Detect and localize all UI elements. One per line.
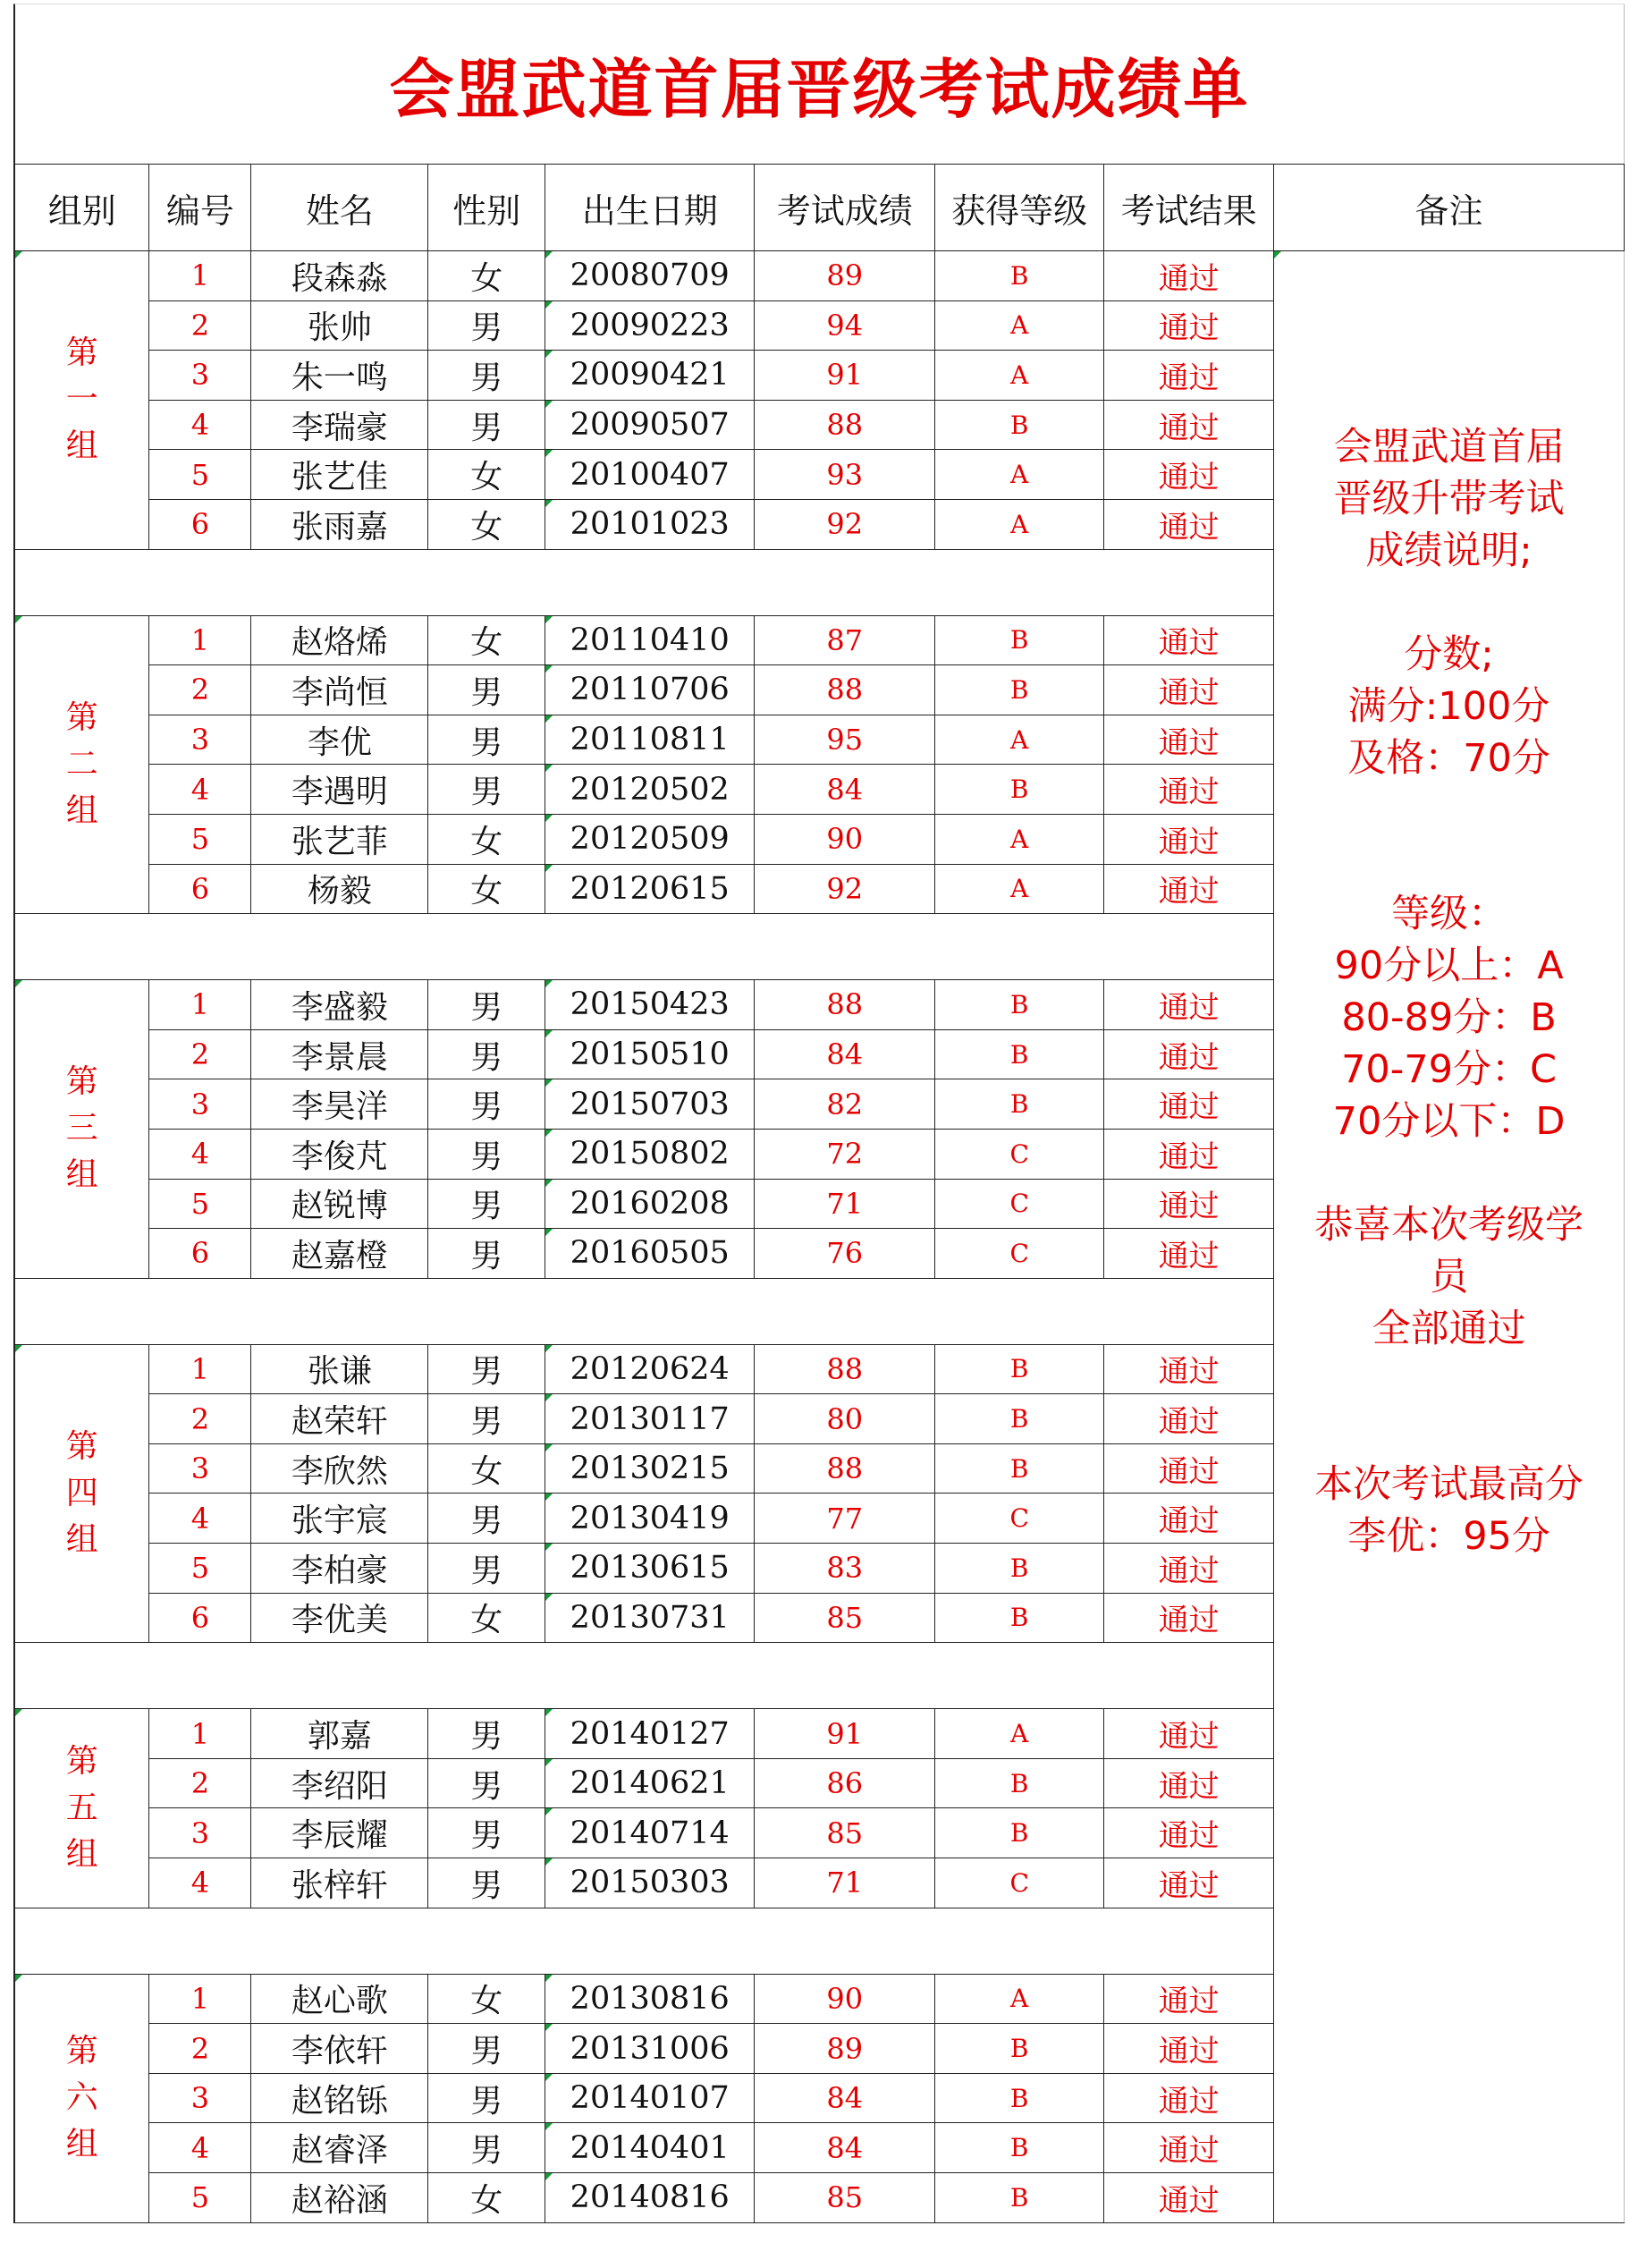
cell-score: 85 xyxy=(755,1593,935,1643)
cell-number: 2 xyxy=(149,1758,251,1808)
cell-birthdate: 20150303 xyxy=(545,1858,755,1908)
cell-birthdate: 20140621 xyxy=(545,1758,755,1808)
cell-grade: A xyxy=(935,300,1104,351)
cell-name: 张艺佳 xyxy=(251,450,428,500)
group-label-char: 二 xyxy=(65,745,98,783)
header-notes: 备注 xyxy=(1274,165,1625,251)
cell-result: 通过 xyxy=(1104,2024,1274,2074)
cell-name: 赵荣轩 xyxy=(251,1394,428,1444)
cell-birthdate: 20110410 xyxy=(545,615,755,665)
cell-name: 李优美 xyxy=(251,1593,428,1643)
group-label xyxy=(14,1344,149,1643)
header-number: 编号 xyxy=(149,165,251,251)
title-bar xyxy=(13,4,1625,164)
cell-result: 通过 xyxy=(1104,1079,1274,1130)
cell-gender: 男 xyxy=(428,1229,545,1279)
cell-score: 92 xyxy=(755,864,935,914)
note-line: 等级： xyxy=(1391,892,1507,936)
cell-result: 通过 xyxy=(1104,1443,1274,1494)
cell-number: 3 xyxy=(149,715,251,765)
cell-birthdate: 20090223 xyxy=(545,300,755,351)
cell-score: 71 xyxy=(755,1858,935,1908)
cell-name: 张梓轩 xyxy=(251,1858,428,1908)
cell-score: 91 xyxy=(755,351,935,401)
note-line: 分数; xyxy=(1404,632,1494,677)
group-label-char: 第 xyxy=(65,698,98,736)
cell-score: 84 xyxy=(755,1029,935,1079)
cell-result: 通过 xyxy=(1104,765,1274,815)
cell-birthdate: 20120509 xyxy=(545,814,755,864)
cell-result: 通过 xyxy=(1104,1593,1274,1643)
cell-birthdate: 20090507 xyxy=(545,400,755,450)
cell-grade: C xyxy=(935,1229,1104,1279)
cell-grade: B xyxy=(935,1593,1104,1643)
cell-grade: A xyxy=(935,814,1104,864)
cell-gender: 男 xyxy=(428,1029,545,1079)
cell-name: 李欣然 xyxy=(251,1443,428,1494)
notes-cell xyxy=(1274,251,1625,2223)
cell-result: 通过 xyxy=(1104,351,1274,401)
cell-grade: C xyxy=(935,1179,1104,1229)
cell-score: 90 xyxy=(755,1974,935,2024)
cell-number: 4 xyxy=(149,2123,251,2173)
cell-result: 通过 xyxy=(1104,251,1274,301)
cell-name: 李辰耀 xyxy=(251,1808,428,1858)
cell-name: 段森淼 xyxy=(251,251,428,301)
cell-birthdate: 20130215 xyxy=(545,1443,755,1494)
page-title: 会盟武道首届晋级考试成绩单 xyxy=(389,52,1250,127)
table-body xyxy=(14,251,1625,2223)
cell-number: 1 xyxy=(149,1344,251,1394)
cell-result: 通过 xyxy=(1104,1808,1274,1858)
cell-number: 1 xyxy=(149,251,251,301)
cell-birthdate: 20140401 xyxy=(545,2123,755,2173)
group-label-char: 六 xyxy=(65,2079,98,2117)
cell-grade: B xyxy=(935,1758,1104,1808)
header-group: 组别 xyxy=(14,165,149,251)
cell-name: 赵心歌 xyxy=(251,1974,428,2024)
group-label-char: 组 xyxy=(65,1835,98,1873)
group-label-char: 第 xyxy=(65,1427,98,1465)
cell-birthdate: 20150423 xyxy=(545,980,755,1030)
score-table xyxy=(13,164,1625,2223)
cell-result: 通过 xyxy=(1104,1544,1274,1594)
cell-gender: 男 xyxy=(428,1709,545,1759)
cell-gender: 女 xyxy=(428,864,545,914)
cell-result: 通过 xyxy=(1104,1494,1274,1544)
cell-number: 4 xyxy=(149,1129,251,1179)
cell-score: 86 xyxy=(755,1758,935,1808)
cell-result: 通过 xyxy=(1104,1179,1274,1229)
cell-gender: 男 xyxy=(428,980,545,1030)
cell-result: 通过 xyxy=(1104,2123,1274,2173)
note-line: 员 xyxy=(1430,1255,1469,1299)
group-label-char: 组 xyxy=(65,791,98,829)
cell-gender: 男 xyxy=(428,1344,545,1394)
cell-result: 通过 xyxy=(1104,1709,1274,1759)
cell-grade: B xyxy=(935,765,1104,815)
cell-result: 通过 xyxy=(1104,1758,1274,1808)
cell-result: 通过 xyxy=(1104,450,1274,500)
cell-gender: 女 xyxy=(428,499,545,549)
cell-score: 71 xyxy=(755,1179,935,1229)
cell-gender: 男 xyxy=(428,300,545,351)
cell-grade: B xyxy=(935,1808,1104,1858)
cell-grade: C xyxy=(935,1494,1104,1544)
cell-name: 赵铭铄 xyxy=(251,2073,428,2123)
cell-result: 通过 xyxy=(1104,1394,1274,1444)
cell-result: 通过 xyxy=(1104,715,1274,765)
cell-grade: B xyxy=(935,1394,1104,1444)
cell-grade: B xyxy=(935,980,1104,1030)
cell-result: 通过 xyxy=(1104,300,1274,351)
group-label-char: 一 xyxy=(65,381,98,419)
group-label xyxy=(14,1974,149,2222)
cell-name: 李盛毅 xyxy=(251,980,428,1030)
header-grade: 获得等级 xyxy=(935,165,1104,251)
cell-gender: 女 xyxy=(428,2173,545,2223)
header-score: 考试成绩 xyxy=(755,165,935,251)
cell-name: 张谦 xyxy=(251,1344,428,1394)
cell-result: 通过 xyxy=(1104,1029,1274,1079)
cell-gender: 男 xyxy=(428,2024,545,2074)
cell-grade: B xyxy=(935,1344,1104,1394)
group-label-char: 组 xyxy=(65,427,98,465)
group-label-char: 第 xyxy=(65,1063,98,1101)
cell-number: 5 xyxy=(149,1179,251,1229)
cell-name: 张艺菲 xyxy=(251,814,428,864)
cell-name: 赵睿泽 xyxy=(251,2123,428,2173)
group-label-char: 三 xyxy=(65,1110,98,1147)
cell-birthdate: 20131006 xyxy=(545,2024,755,2074)
cell-birthdate: 20130615 xyxy=(545,1544,755,1594)
cell-score: 85 xyxy=(755,2173,935,2223)
cell-grade: B xyxy=(935,1544,1104,1594)
cell-result: 通过 xyxy=(1104,1858,1274,1908)
cell-score: 92 xyxy=(755,499,935,549)
cell-number: 1 xyxy=(149,1974,251,2024)
score-sheet xyxy=(13,4,1625,2255)
cell-birthdate: 20130731 xyxy=(545,1593,755,1643)
group-label xyxy=(14,615,149,914)
note-line xyxy=(1274,1147,1624,1199)
cell-number: 2 xyxy=(149,665,251,715)
cell-score: 89 xyxy=(755,251,935,301)
note-line xyxy=(1274,577,1624,629)
cell-grade: A xyxy=(935,1709,1104,1759)
header-result: 考试结果 xyxy=(1104,165,1274,251)
group-label-char: 第 xyxy=(65,2033,98,2070)
cell-gender: 男 xyxy=(428,1129,545,1179)
cell-name: 杨毅 xyxy=(251,864,428,914)
note-line xyxy=(1274,1407,1624,1459)
cell-birthdate: 20120624 xyxy=(545,1344,755,1394)
cell-grade: B xyxy=(935,2024,1104,2074)
cell-score: 84 xyxy=(755,2123,935,2173)
cell-birthdate: 20150802 xyxy=(545,1129,755,1179)
cell-number: 3 xyxy=(149,1443,251,1494)
cell-gender: 男 xyxy=(428,1858,545,1908)
cell-gender: 女 xyxy=(428,814,545,864)
cell-grade: B xyxy=(935,2073,1104,2123)
cell-grade: B xyxy=(935,400,1104,450)
cell-birthdate: 20140127 xyxy=(545,1709,755,1759)
cell-name: 张雨嘉 xyxy=(251,499,428,549)
note-line: 晋级升带考试 xyxy=(1333,477,1565,521)
cell-name: 赵烙烯 xyxy=(251,615,428,665)
spacer-cell xyxy=(14,1643,1274,1709)
cell-score: 83 xyxy=(755,1544,935,1594)
note-line xyxy=(1274,1355,1624,1407)
cell-grade: C xyxy=(935,1129,1104,1179)
cell-birthdate: 20140714 xyxy=(545,1808,755,1858)
cell-gender: 女 xyxy=(428,1443,545,1494)
cell-result: 通过 xyxy=(1104,2173,1274,2223)
note-line: 70分以下：D xyxy=(1332,1099,1566,1144)
cell-name: 李景晨 xyxy=(251,1029,428,1079)
note-line: 成绩说明; xyxy=(1365,529,1532,573)
spacer-cell xyxy=(14,1908,1274,1974)
cell-gender: 女 xyxy=(428,450,545,500)
cell-number: 1 xyxy=(149,980,251,1030)
cell-score: 82 xyxy=(755,1079,935,1130)
note-line: 李优：95分 xyxy=(1347,1514,1550,1559)
cell-gender: 男 xyxy=(428,1179,545,1229)
cell-name: 赵锐博 xyxy=(251,1179,428,1229)
cell-result: 通过 xyxy=(1104,814,1274,864)
cell-number: 3 xyxy=(149,1808,251,1858)
cell-result: 通过 xyxy=(1104,615,1274,665)
cell-name: 赵嘉橙 xyxy=(251,1229,428,1279)
note-line: 恭喜本次考级学 xyxy=(1314,1203,1584,1248)
cell-gender: 男 xyxy=(428,1394,545,1444)
cell-score: 72 xyxy=(755,1129,935,1179)
cell-score: 89 xyxy=(755,2024,935,2074)
cell-birthdate: 20110706 xyxy=(545,665,755,715)
cell-birthdate: 20090421 xyxy=(545,351,755,401)
spacer-cell xyxy=(14,1278,1274,1344)
note-line xyxy=(1274,784,1624,836)
cell-result: 通过 xyxy=(1104,980,1274,1030)
cell-gender: 男 xyxy=(428,1808,545,1858)
cell-score: 88 xyxy=(755,1443,935,1494)
cell-score: 84 xyxy=(755,765,935,815)
cell-birthdate: 20120502 xyxy=(545,765,755,815)
cell-score: 88 xyxy=(755,400,935,450)
note-line: 全部通过 xyxy=(1372,1307,1526,1351)
cell-result: 通过 xyxy=(1104,400,1274,450)
cell-birthdate: 20130816 xyxy=(545,1974,755,2024)
cell-number: 1 xyxy=(149,1709,251,1759)
cell-birthdate: 20130117 xyxy=(545,1394,755,1444)
cell-number: 2 xyxy=(149,1029,251,1079)
cell-score: 93 xyxy=(755,450,935,500)
cell-gender: 男 xyxy=(428,1494,545,1544)
cell-birthdate: 20150510 xyxy=(545,1029,755,1079)
cell-result: 通过 xyxy=(1104,665,1274,715)
note-line: 会盟武道首届 xyxy=(1333,425,1565,470)
cell-grade: A xyxy=(935,864,1104,914)
group-label xyxy=(14,980,149,1279)
cell-name: 张宇宸 xyxy=(251,1494,428,1544)
cell-number: 6 xyxy=(149,1229,251,1279)
cell-number: 6 xyxy=(149,499,251,549)
cell-score: 95 xyxy=(755,715,935,765)
cell-number: 3 xyxy=(149,2073,251,2123)
cell-name: 李遇明 xyxy=(251,765,428,815)
cell-number: 4 xyxy=(149,1858,251,1908)
spacer-cell xyxy=(14,914,1274,980)
cell-gender: 男 xyxy=(428,665,545,715)
cell-gender: 男 xyxy=(428,2073,545,2123)
cell-name: 赵裕涵 xyxy=(251,2173,428,2223)
cell-score: 87 xyxy=(755,615,935,665)
header-gender: 性别 xyxy=(428,165,545,251)
cell-grade: B xyxy=(935,1029,1104,1079)
cell-grade: B xyxy=(935,251,1104,301)
group-label-char: 第 xyxy=(65,1742,98,1780)
cell-score: 77 xyxy=(755,1494,935,1544)
cell-birthdate: 20140107 xyxy=(545,2073,755,2123)
header-row xyxy=(14,165,1625,251)
cell-gender: 男 xyxy=(428,715,545,765)
cell-number: 2 xyxy=(149,1394,251,1444)
note-line: 70-79分：C xyxy=(1341,1047,1558,1092)
cell-name: 李瑞豪 xyxy=(251,400,428,450)
cell-grade: A xyxy=(935,499,1104,549)
cell-result: 通过 xyxy=(1104,864,1274,914)
note-line: 80-89分：B xyxy=(1341,995,1557,1040)
cell-score: 84 xyxy=(755,2073,935,2123)
cell-gender: 男 xyxy=(428,400,545,450)
cell-birthdate: 20120615 xyxy=(545,864,755,914)
note-line: 及格：70分 xyxy=(1347,736,1550,781)
header-name: 姓名 xyxy=(251,165,428,251)
cell-number: 5 xyxy=(149,2173,251,2223)
note-line: 本次考试最高分 xyxy=(1314,1462,1584,1507)
cell-name: 李绍阳 xyxy=(251,1758,428,1808)
group-label-char: 第 xyxy=(65,334,98,372)
cell-grade: A xyxy=(935,715,1104,765)
group-label-char: 组 xyxy=(65,2126,98,2163)
cell-birthdate: 20160505 xyxy=(545,1229,755,1279)
cell-birthdate: 20101023 xyxy=(545,499,755,549)
cell-grade: A xyxy=(935,1974,1104,2024)
cell-name: 李柏豪 xyxy=(251,1544,428,1594)
cell-name: 李昊洋 xyxy=(251,1079,428,1130)
cell-gender: 男 xyxy=(428,765,545,815)
cell-gender: 女 xyxy=(428,615,545,665)
cell-gender: 男 xyxy=(428,351,545,401)
cell-number: 4 xyxy=(149,1494,251,1544)
cell-number: 4 xyxy=(149,400,251,450)
group-label xyxy=(14,251,149,550)
cell-grade: B xyxy=(935,615,1104,665)
cell-number: 3 xyxy=(149,1079,251,1130)
cell-birthdate: 20130419 xyxy=(545,1494,755,1544)
cell-score: 85 xyxy=(755,1808,935,1858)
cell-number: 6 xyxy=(149,1593,251,1643)
cell-grade: B xyxy=(935,665,1104,715)
cell-result: 通过 xyxy=(1104,499,1274,549)
cell-birthdate: 20140816 xyxy=(545,2173,755,2223)
cell-score: 90 xyxy=(755,814,935,864)
group-label-char: 四 xyxy=(65,1474,98,1511)
cell-grade: A xyxy=(935,351,1104,401)
cell-number: 5 xyxy=(149,450,251,500)
cell-gender: 女 xyxy=(428,1974,545,2024)
cell-score: 88 xyxy=(755,1344,935,1394)
cell-name: 李俊芃 xyxy=(251,1129,428,1179)
cell-birthdate: 20100407 xyxy=(545,450,755,500)
group-label-char: 组 xyxy=(65,1156,98,1194)
cell-name: 李优 xyxy=(251,715,428,765)
cell-number: 4 xyxy=(149,765,251,815)
cell-gender: 女 xyxy=(428,1593,545,1643)
cell-grade: B xyxy=(935,2123,1104,2173)
cell-name: 李尚恒 xyxy=(251,665,428,715)
cell-birthdate: 20150703 xyxy=(545,1079,755,1130)
cell-number: 3 xyxy=(149,351,251,401)
group-label xyxy=(14,1709,149,1908)
note-line: 满分:100分 xyxy=(1347,684,1550,729)
note-line xyxy=(1274,836,1624,888)
cell-grade: B xyxy=(935,2173,1104,2223)
cell-gender: 女 xyxy=(428,251,545,301)
cell-name: 张帅 xyxy=(251,300,428,351)
cell-score: 94 xyxy=(755,300,935,351)
cell-number: 2 xyxy=(149,2024,251,2074)
note-line: 90分以上：A xyxy=(1334,944,1564,988)
cell-grade: B xyxy=(935,1443,1104,1494)
cell-name: 李依轩 xyxy=(251,2024,428,2074)
cell-grade: A xyxy=(935,450,1104,500)
cell-result: 通过 xyxy=(1104,1229,1274,1279)
cell-number: 5 xyxy=(149,814,251,864)
cell-score: 76 xyxy=(755,1229,935,1279)
cell-gender: 男 xyxy=(428,1544,545,1594)
cell-number: 5 xyxy=(149,1544,251,1594)
cell-gender: 男 xyxy=(428,2123,545,2173)
cell-name: 朱一鸣 xyxy=(251,351,428,401)
cell-gender: 男 xyxy=(428,1758,545,1808)
spacer-cell xyxy=(14,549,1274,615)
cell-result: 通过 xyxy=(1104,1974,1274,2024)
cell-number: 6 xyxy=(149,864,251,914)
table-row xyxy=(14,251,1625,301)
cell-birthdate: 20160208 xyxy=(545,1179,755,1229)
cell-score: 80 xyxy=(755,1394,935,1444)
cell-score: 91 xyxy=(755,1709,935,1759)
cell-result: 通过 xyxy=(1104,1344,1274,1394)
cell-number: 2 xyxy=(149,300,251,351)
cell-result: 通过 xyxy=(1104,1129,1274,1179)
cell-grade: C xyxy=(935,1858,1104,1908)
cell-birthdate: 20110811 xyxy=(545,715,755,765)
cell-grade: B xyxy=(935,1079,1104,1130)
header-birthdate: 出生日期 xyxy=(545,165,755,251)
cell-number: 1 xyxy=(149,615,251,665)
cell-birthdate: 20080709 xyxy=(545,251,755,301)
cell-name: 郭嘉 xyxy=(251,1709,428,1759)
group-label-char: 五 xyxy=(65,1789,98,1826)
cell-gender: 男 xyxy=(428,1079,545,1130)
cell-score: 88 xyxy=(755,980,935,1030)
cell-score: 88 xyxy=(755,665,935,715)
group-label-char: 组 xyxy=(65,1520,98,1558)
cell-result: 通过 xyxy=(1104,2073,1274,2123)
